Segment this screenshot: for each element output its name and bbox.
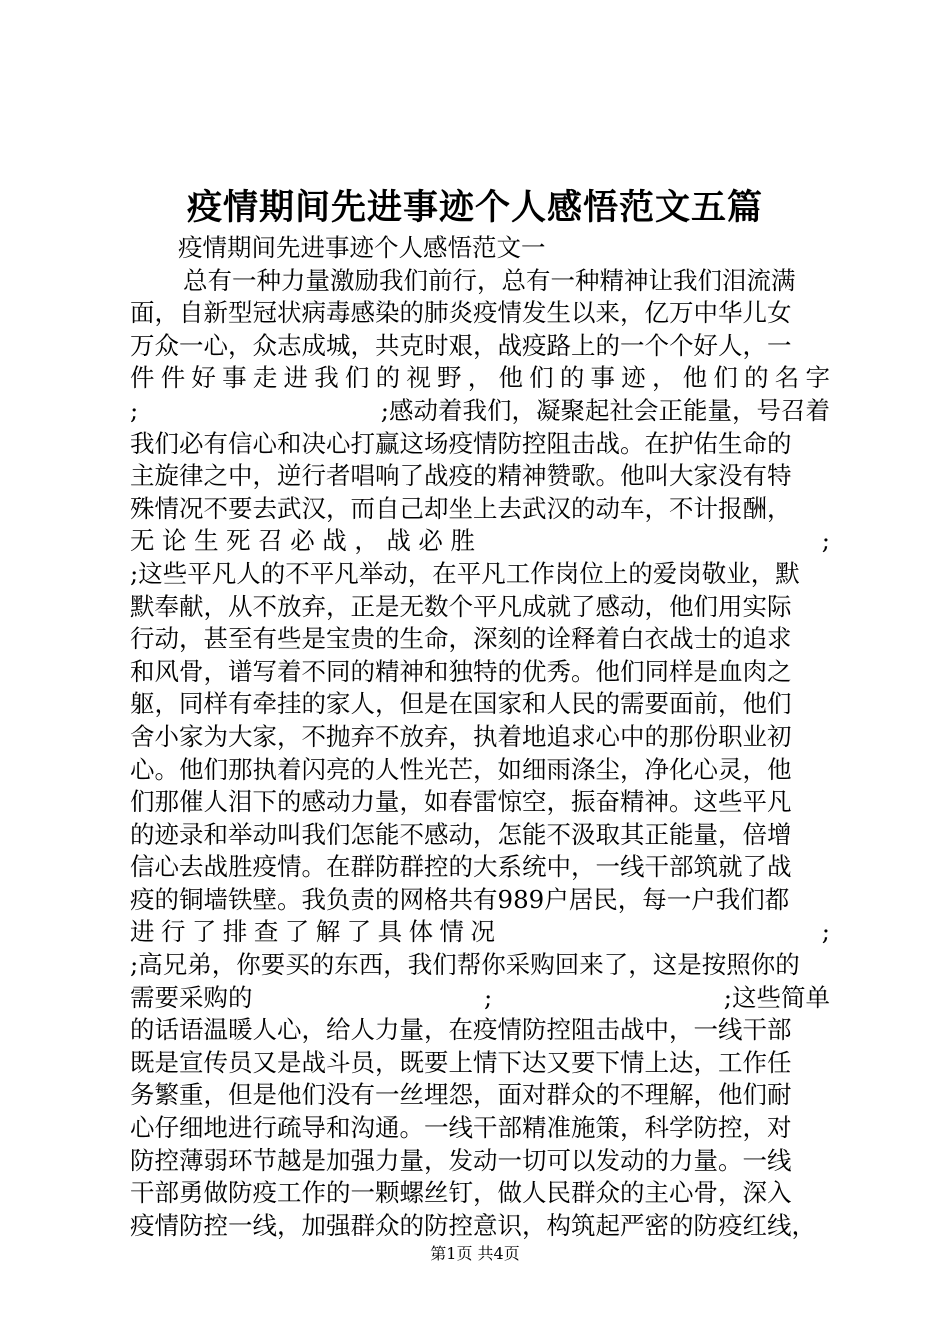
paragraph-line: 万众一心，众志成城，共克时艰，战疫路上的一个个好人，一 xyxy=(130,330,792,360)
character: 迹 xyxy=(621,363,646,393)
paragraph-line: 心。他们那执着闪亮的人性光芒，如细雨涤尘，净化心灵，他 xyxy=(130,754,792,784)
character: 他 xyxy=(498,363,523,393)
section-subtitle: 疫情期间先进事迹个人感悟范文一 xyxy=(178,233,546,262)
paragraph-line: 干部勇做防疫工作的一颗螺丝钉，做人民群众的主心骨，深入 xyxy=(130,1178,792,1208)
paragraph-line: 躯，同样有牵挂的家人，但是在国家和人民的需要面前，他们 xyxy=(130,689,792,719)
paragraph-line xyxy=(130,982,830,1015)
character: ， xyxy=(354,526,379,556)
page-footer: 第1页 共4页 xyxy=(430,1244,520,1263)
paragraph-line: 行动，甚至有些是宝贵的生命，深刻的诠释着白衣战士的追求 xyxy=(130,624,792,654)
paragraph-line: 舍小家为大家，不抛弃不放弃，执着地追求心中的那份职业初 xyxy=(130,721,792,751)
character: 们 xyxy=(713,363,738,393)
character: ， xyxy=(467,363,493,393)
character: 召 xyxy=(258,526,283,556)
character: 事 xyxy=(590,363,616,393)
character: ， xyxy=(651,363,677,393)
paragraph-line: 疫情防控一线，加强群众的防控意识，构筑起严密的防疫红线， xyxy=(130,1210,816,1240)
character: 视 xyxy=(406,363,431,393)
line-fragment: ;这些简单 xyxy=(723,982,830,1012)
character: 件 xyxy=(160,363,186,393)
paragraph-line: 主旋律之中，逆行者唱响了战疫的精神赞歌。他叫大家没有特 xyxy=(130,461,792,491)
character: 生 xyxy=(194,526,219,556)
paragraph-line: 疫的铜墙铁壁。我负责的网格共有989户居民，每一户我们都 xyxy=(130,884,790,914)
paragraph-line: 们那催人泪下的感动力量，如春雷惊空，振奋精神。这些平凡 xyxy=(130,787,792,817)
line-fragment: ;感动着我们，凝聚起社会正能量，号召着 xyxy=(380,395,830,425)
line-fragment: 需要采购的 xyxy=(130,982,253,1012)
character: 进 xyxy=(130,917,155,947)
character: 进 xyxy=(283,363,309,393)
character: 我 xyxy=(314,363,339,393)
character: 事 xyxy=(222,363,247,393)
character: 名 xyxy=(774,363,800,393)
paragraph-line: 防控薄弱环节越是加强力量，发动一切可以发动的力量。一线 xyxy=(130,1145,792,1175)
character: 件 xyxy=(130,363,155,393)
paragraph-line: 信心去战胜疫情。在群防群控的大系统中，一线干部筑就了战 xyxy=(130,852,792,882)
paragraph-line: 我们必有信心和决心打赢这场疫情防控阻击战。在护佑生命的 xyxy=(130,428,792,458)
semicolon-fragment: ; xyxy=(821,917,830,947)
paragraph-line: 的迹录和举动叫我们怎能不感动，怎能不汲取其正能量，倍增 xyxy=(130,819,792,849)
character: 无 xyxy=(130,526,155,556)
character: 查 xyxy=(253,917,279,947)
character: 解 xyxy=(315,917,341,947)
character: 好 xyxy=(191,363,216,393)
semicolon-fragment: ; xyxy=(130,395,139,425)
character: 了 xyxy=(346,917,372,947)
character: 字 xyxy=(805,363,830,393)
semicolon-fragment: ; xyxy=(483,982,493,1012)
character: 死 xyxy=(226,526,251,556)
paragraph-line: 心仔细地进行疏导和沟通。一线干部精准施策，科学防控，对 xyxy=(130,1113,792,1143)
paragraph-line: ;高兄弟，你要买的东西，我们帮你采购回来了，这是按照你的 xyxy=(130,950,800,980)
line-fragment xyxy=(130,525,475,558)
character: 具 xyxy=(377,917,403,947)
character: 况 xyxy=(470,917,495,947)
character: 战 xyxy=(322,526,347,556)
paragraph-line xyxy=(130,916,830,949)
paragraph-line: ;这些平凡人的不平凡举动，在平凡工作岗位上的爱岗敬业，默 xyxy=(130,558,800,588)
character: 胜 xyxy=(450,526,475,556)
character: 的 xyxy=(559,363,585,393)
semicolon-fragment: ; xyxy=(821,526,830,556)
paragraph-line: 默奉献，从不放弃，正是无数个平凡成就了感动，他们用实际 xyxy=(130,591,792,621)
character: 论 xyxy=(162,526,187,556)
paragraph-line xyxy=(130,525,830,558)
character: 排 xyxy=(222,917,248,947)
paragraph-line: 殊情况不要去武汉，而自己却坐上去武汉的动车，不计报酬， xyxy=(130,493,792,523)
paragraph-line xyxy=(130,362,830,395)
paragraph-line: 和风骨，谱写着不同的精神和独特的优秀。他们同样是血肉之 xyxy=(130,656,792,686)
character: 战 xyxy=(386,526,411,556)
paragraph-line xyxy=(130,395,830,428)
character: 野 xyxy=(437,363,462,393)
character: 的 xyxy=(375,363,401,393)
paragraph-line: 的话语温暖人心，给人力量，在疫情防控阻击战中，一线干部 xyxy=(130,1015,792,1045)
paragraph-line: 务繁重，但是他们没有一丝埋怨，面对群众的不理解，他们耐 xyxy=(130,1080,792,1110)
document-title: 疫情期间先进事迹个人感悟范文五篇 xyxy=(186,187,763,228)
character: 必 xyxy=(290,526,315,556)
character: 了 xyxy=(191,917,217,947)
character: 必 xyxy=(418,526,443,556)
character: 的 xyxy=(744,363,769,393)
line-fragment xyxy=(130,916,495,949)
document-body xyxy=(130,232,830,1242)
paragraph-line: 既是宣传员又是战斗员，既要上情下达又要下情上达，工作任 xyxy=(130,1047,792,1077)
character: 们 xyxy=(344,363,370,393)
character: 行 xyxy=(160,917,186,947)
paragraph-line: 面，自新型冠状病毒感染的肺炎疫情发生以来，亿万中华儿女 xyxy=(130,298,792,328)
character: 情 xyxy=(439,917,465,947)
paragraph-line: 总有一种力量激励我们前行，总有一种精神让我们泪流满 xyxy=(183,265,796,295)
character: 他 xyxy=(682,363,708,393)
character: 了 xyxy=(284,917,310,947)
character: 体 xyxy=(408,917,434,947)
character: 走 xyxy=(252,363,278,393)
character: 们 xyxy=(529,363,554,393)
